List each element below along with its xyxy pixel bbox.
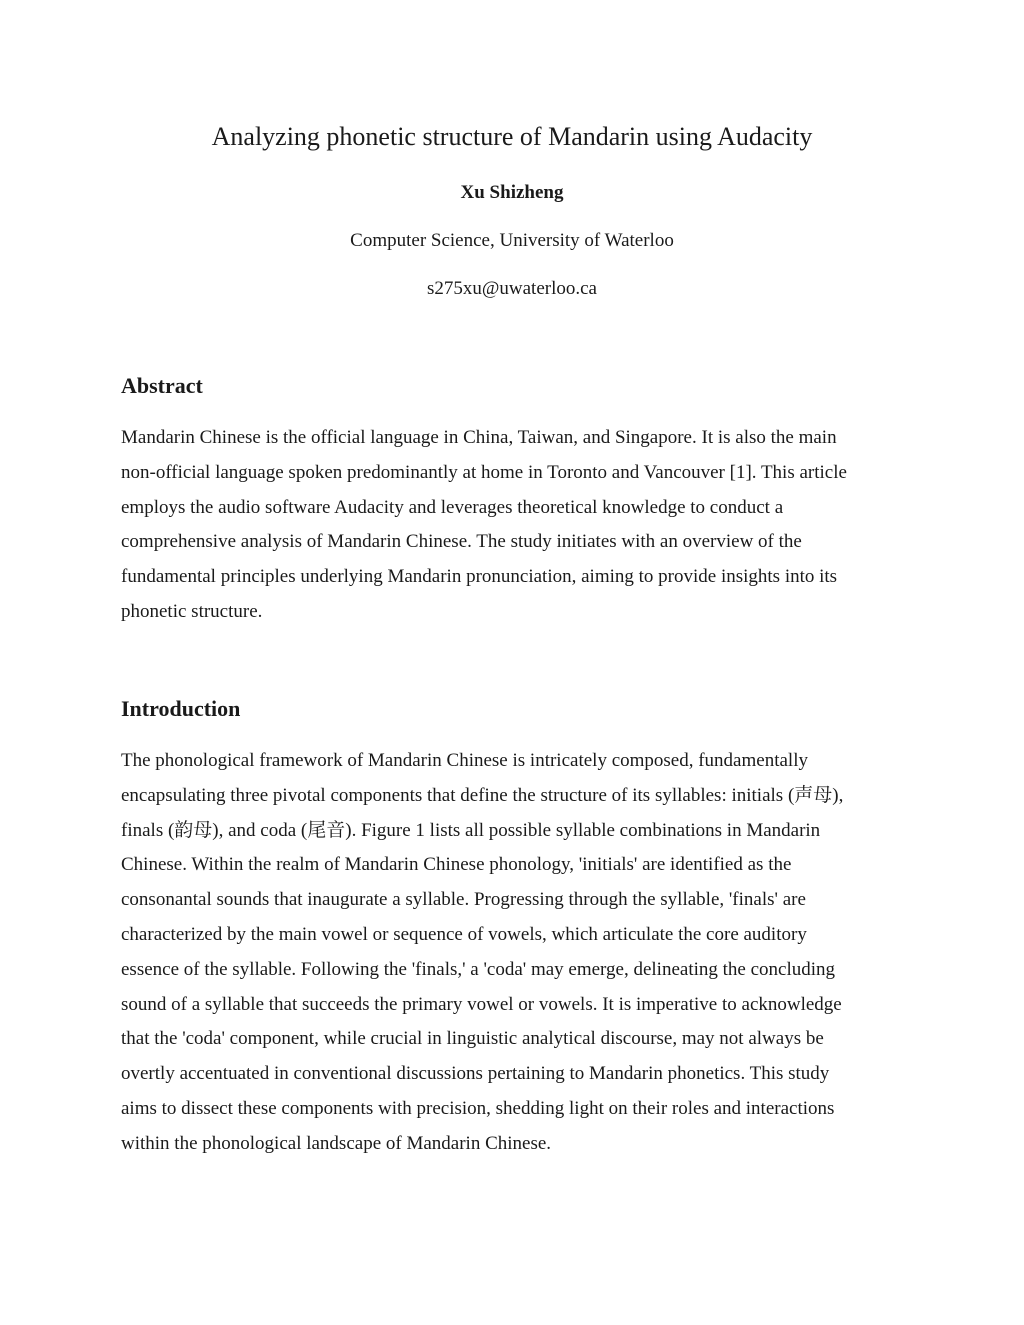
- abstract-line: phonetic structure.: [121, 600, 263, 622]
- introduction-line: finals (韵母), and coda (尾音). Figure 1 lists all possible syllable combinations in Mandarin: [121, 819, 821, 841]
- abstract-line: fundamental principles underlying Mandarin pronunciation, aiming to provide insights into its: [121, 566, 838, 588]
- abstract-line: non-official language spoken predominantly at home in Toronto and Vancouver [1]. This article: [121, 461, 847, 483]
- introduction-line: characterized by the main vowel or sequence of vowels, which articulate the core auditory: [121, 923, 807, 945]
- paper-title: Analyzing phonetic structure of Mandarin using Audacity: [211, 122, 813, 151]
- introduction-line: essence of the syllable. Following the 'finals,' a 'coda' may emerge, delineating the concluding: [121, 958, 836, 980]
- abstract-line: employs the audio software Audacity and leverages theoretical knowledge to conduct a: [121, 496, 784, 518]
- abstract-heading: Abstract: [121, 373, 203, 398]
- introduction-line: consonantal sounds that inaugurate a syllable. Progressing through the syllable, 'finals' are: [121, 889, 806, 911]
- introduction-line: that the 'coda' component, while crucial in linguistic analytical discourse, may not always be: [121, 1028, 824, 1050]
- author-name: Xu Shizheng: [460, 182, 564, 203]
- introduction-line: encapsulating three pivotal components that define the structure of its syllables: initials (声母),: [121, 784, 844, 806]
- introduction-body: [121, 744, 901, 1162]
- author-email: s275xu@uwaterloo.ca: [427, 278, 597, 299]
- abstract-line: comprehensive analysis of Mandarin Chinese. The study initiates with an overview of the: [121, 531, 802, 553]
- introduction-line: sound of a syllable that succeeds the primary vowel or vowels. It is imperative to acknowledge: [121, 993, 842, 1015]
- introduction-line: overtly accentuated in conventional discussions pertaining to Mandarin phonetics. This study: [121, 1063, 830, 1085]
- introduction-line: Chinese. Within the realm of Mandarin Chinese phonology, 'initials' are identified as the: [121, 854, 792, 876]
- introduction-line: aims to dissect these components with precision, shedding light on their roles and interactions: [121, 1097, 835, 1119]
- abstract-line: Mandarin Chinese is the official language in China, Taiwan, and Singapore. It is also the main: [121, 427, 837, 448]
- introduction-heading: Introduction: [121, 696, 241, 721]
- introduction-line: The phonological framework of Mandarin Chinese is intricately composed, fundamentally: [121, 750, 808, 771]
- abstract-body: [121, 421, 901, 630]
- author-affiliation: Computer Science, University of Waterloo: [350, 230, 674, 251]
- introduction-line: within the phonological landscape of Mandarin Chinese.: [121, 1132, 552, 1154]
